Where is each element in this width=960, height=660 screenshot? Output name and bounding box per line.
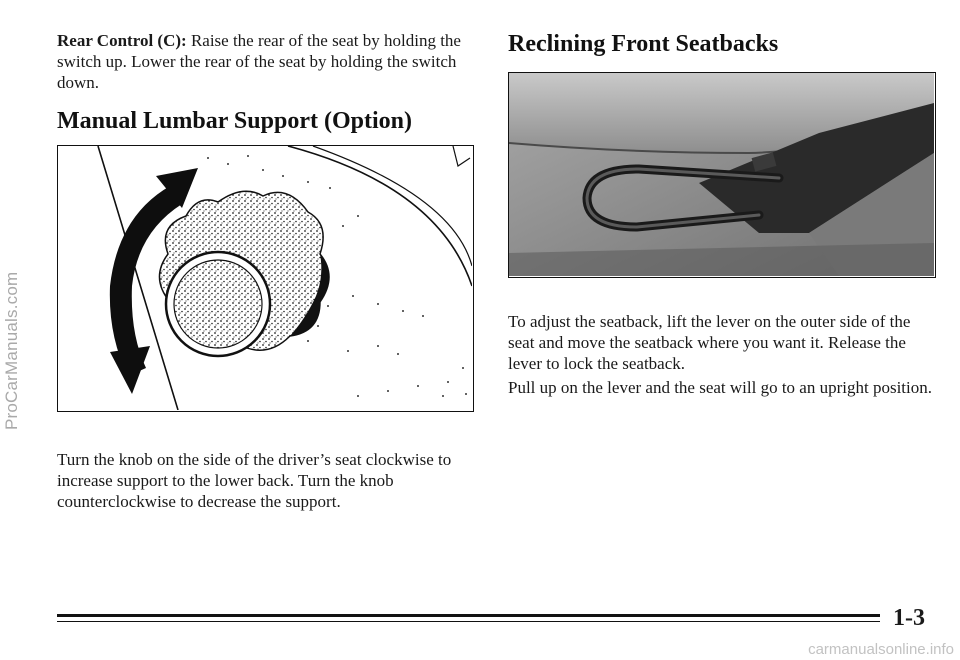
reclining-paragraph-1-block: [508, 311, 938, 374]
reclining-paragraph-1: To adjust the seatback, lift the lever on the outer side of the seat and move the seatback where you want it. Release the lever to lock the seatback.: [508, 312, 911, 373]
lumbar-caption: Turn the knob on the side of the driver’s seat clockwise to increase support to the lower back. Turn the knob counterclockwise to decrease the support.: [57, 450, 452, 511]
page-number: 1-3: [893, 605, 925, 631]
footer-rule-thin: [57, 621, 880, 622]
seatback-lever-photo: [508, 72, 936, 278]
seatback-lever-drawing: [509, 73, 934, 276]
watermark-bottom-text: carmanualsonline.info: [808, 641, 954, 658]
reclining-paragraph-2-block: [508, 377, 938, 398]
left-column: [57, 30, 477, 135]
rear-control-paragraph: [57, 30, 477, 93]
lumbar-caption-block: [57, 449, 477, 512]
rear-control-label: Rear Control (C):: [57, 31, 187, 50]
watermark-left-text: ProCarManuals.com: [2, 271, 21, 430]
lumbar-heading: Manual Lumbar Support (Option): [57, 108, 412, 134]
lumbar-knob-illustration: [57, 145, 474, 412]
rear-control-text: Raise the rear of the seat by holding the switch up. Lower the rear of the seat by holding the switch down.: [57, 31, 461, 92]
footer-rule-thick: [57, 614, 880, 617]
reclining-paragraph-2: Pull up on the lever and the seat will go to an upright position.: [508, 378, 932, 397]
right-column: [508, 30, 938, 58]
reclining-heading: Reclining Front Seatbacks: [508, 31, 779, 57]
lumbar-knob-drawing: [58, 146, 472, 410]
